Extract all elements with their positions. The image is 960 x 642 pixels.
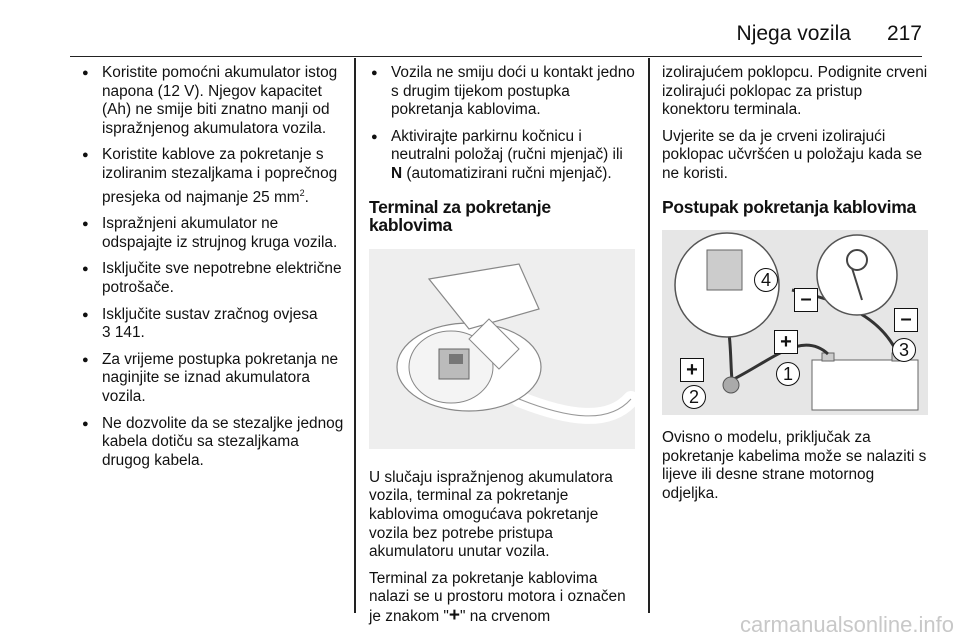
list-item: ● Za vrijeme postupka pokretanja ne naginjite se iznad akumulatora vozila.	[80, 351, 346, 407]
plus-icon: +	[448, 604, 460, 626]
minus-label-1: –	[794, 288, 818, 312]
page-reference[interactable]: 3 141.	[102, 324, 145, 342]
list-item: ● Isključite sustav zračnog ovjesa 3 141.	[80, 306, 346, 343]
section-heading: Terminal za pokretanje kablovima	[369, 196, 551, 236]
list-item: ● Ne dozvolite da se stezaljke jednog kabela dotiču sa stezaljkama drugog kabela.	[80, 415, 346, 471]
list-item: ● Aktivirajte parkirnu kočnicu i neutralni položaj (ručni mjenjač) ili N (automatizirani ručni mjenjač).	[369, 128, 637, 184]
terminal-illustration	[369, 249, 635, 449]
list-item: ● Isključite sve nepotrebne električne potrošače.	[80, 260, 346, 297]
paragraph: Uvjerite se da je crveni izolirajući poklopac učvršćen u položaju kada se ne koristi.	[662, 127, 923, 182]
column-divider-2	[648, 58, 650, 613]
column-2	[369, 64, 637, 635]
paragraph: izolirajućem poklopcu. Podignite crveni izolirajući poklopac za pristup konektoru terminala.	[662, 64, 928, 119]
callout-4: 4	[754, 268, 778, 292]
column-3	[662, 64, 932, 512]
page-header	[737, 22, 922, 50]
callout-1: 1	[776, 362, 800, 386]
header-rule	[70, 56, 922, 57]
column-divider-1	[354, 58, 356, 613]
jump-start-illustration	[662, 230, 928, 415]
page-number: 217	[886, 22, 922, 45]
superscript: 2	[299, 187, 305, 198]
page-title: Njega vozila	[736, 22, 851, 45]
list-item: ● Koristite kablove za pokretanje s izoliranim stezaljkama i poprečnog presjeka od najmanje 25 $mm^2$.	[80, 146, 346, 207]
bullet-list-2	[369, 64, 637, 184]
paragraph: Terminal za pokretanje kablovima nalazi se u prostoru motora i označen je znakom "+" na crvenom	[369, 569, 626, 626]
list-item: ● Ispražnjeni akumulator ne odspajajte iz strujnog kruga vozila.	[80, 215, 346, 252]
callout-2: 2	[682, 385, 706, 409]
paragraph: U slučaju ispražnjenog akumulatora vozila, terminal za pokretanje kablovima omogućava pokretanje vozila bez potrebe pristupa akumulatoru unutar vozila.	[369, 468, 613, 561]
plus-label-2: +	[680, 358, 704, 382]
watermark: carmanualsonline.info	[739, 612, 954, 637]
terminal-drawing	[369, 249, 635, 449]
minus-label-2: –	[894, 308, 918, 332]
list-item: ● Vozila ne smiju doći u kontakt jedno s drugim tijekom postupka pokretanja kablovima.	[369, 64, 637, 120]
callout-3: 3	[892, 338, 916, 362]
bullet-list-1	[80, 64, 346, 470]
section-heading: Postupak pokretanja kablovima	[662, 196, 916, 217]
plus-label-1: +	[774, 330, 798, 354]
column-1	[80, 64, 346, 478]
list-item: ● Koristite pomoćni akumulator istog napona (12 V). Njegov kapacitet (Ah) ne smije biti znatno manji od ispražnjenog akumulatora vozila.	[80, 64, 346, 138]
paragraph: Ovisno o modelu, priključak za pokretanje kabelima može se nalaziti s lijeve ili desne strane motornog odjeljka.	[662, 429, 927, 502]
